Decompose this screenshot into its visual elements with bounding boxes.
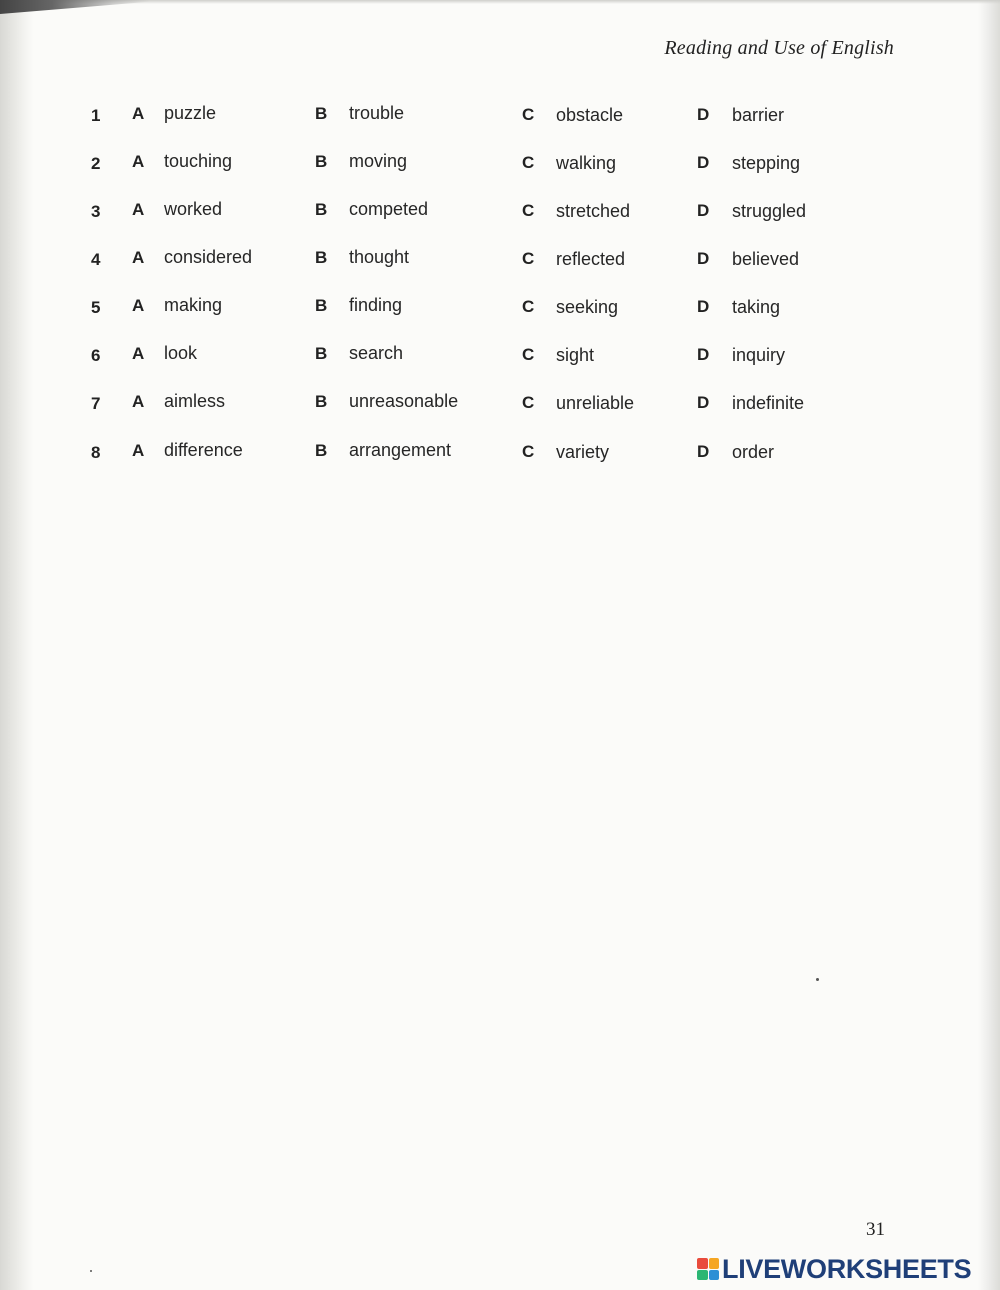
option-letter: B (315, 200, 328, 219)
option-letter: B (315, 392, 328, 411)
question-number: 2 (91, 154, 101, 173)
scan-speck (90, 1270, 92, 1272)
answer-option[interactable]: considered (164, 247, 253, 267)
answer-option[interactable]: reflected (556, 249, 626, 269)
question-row (0, 440, 1000, 470)
option-letter: B (315, 152, 328, 171)
option-letter: B (315, 344, 328, 363)
answer-option[interactable]: unreliable (556, 393, 635, 413)
question-row (0, 151, 1000, 181)
option-letter: B (315, 441, 328, 460)
logo-square-2 (709, 1258, 720, 1269)
answer-option[interactable]: sight (556, 345, 595, 365)
question-row (0, 247, 1000, 277)
question-row (0, 343, 1000, 373)
answer-option[interactable]: variety (556, 442, 610, 462)
option-letter: A (132, 200, 145, 219)
option-letter: B (315, 248, 328, 267)
answer-option[interactable]: thought (349, 247, 410, 267)
option-letter: C (522, 201, 535, 220)
answer-option[interactable]: seeking (556, 297, 619, 317)
option-letter: A (132, 296, 145, 315)
answer-option[interactable]: making (164, 295, 223, 315)
scan-left-edge (0, 0, 34, 1290)
question-number: 7 (91, 394, 101, 413)
option-letter: B (315, 104, 328, 123)
answer-option[interactable]: difference (164, 440, 243, 460)
option-letter: A (132, 344, 145, 363)
answer-option[interactable]: trouble (349, 103, 405, 123)
scan-top-edge (0, 0, 1000, 4)
logo-square-1 (697, 1258, 708, 1269)
option-letter: C (522, 105, 535, 124)
answer-option[interactable]: touching (164, 151, 233, 171)
question-number: 3 (91, 202, 101, 221)
option-letter: C (522, 249, 535, 268)
option-letter: A (132, 441, 145, 460)
answer-option[interactable]: obstacle (556, 105, 624, 125)
question-row (0, 199, 1000, 229)
answer-option[interactable]: aimless (164, 391, 226, 411)
answer-option[interactable]: believed (732, 249, 800, 269)
option-letter: A (132, 104, 145, 123)
option-letter: D (697, 297, 710, 316)
answer-option[interactable]: walking (556, 153, 617, 173)
question-number: 8 (91, 443, 101, 462)
answer-option[interactable]: unreasonable (349, 391, 459, 411)
option-letter: C (522, 345, 535, 364)
question-row (0, 295, 1000, 325)
scan-speck (816, 978, 819, 981)
option-letter: C (522, 297, 535, 316)
answer-option[interactable]: look (164, 343, 198, 363)
answer-option[interactable]: stretched (556, 201, 631, 221)
question-row (0, 103, 1000, 133)
question-number: 6 (91, 346, 101, 365)
brand-logo (697, 1253, 971, 1285)
answer-option[interactable]: order (732, 442, 775, 462)
answer-option[interactable]: puzzle (164, 103, 217, 123)
answer-option[interactable]: indefinite (732, 393, 805, 413)
answer-option[interactable]: finding (349, 295, 403, 315)
option-letter: D (697, 153, 710, 172)
option-letter: A (132, 248, 145, 267)
option-letter: D (697, 105, 710, 124)
question-number: 4 (91, 250, 101, 269)
option-letter: C (522, 393, 535, 412)
option-letter: B (315, 296, 328, 315)
option-letter: D (697, 393, 710, 412)
question-row (0, 391, 1000, 421)
answer-option[interactable]: barrier (732, 105, 785, 125)
scan-corner-mark (0, 0, 150, 14)
logo-square-3 (697, 1270, 708, 1281)
answer-option[interactable]: moving (349, 151, 408, 171)
page-header-title: Reading and Use of English (664, 37, 894, 59)
option-letter: C (522, 442, 535, 461)
option-letter: C (522, 153, 535, 172)
brand-text: LIVEWORKSHEETS (722, 1253, 972, 1284)
answer-option[interactable]: competed (349, 199, 429, 219)
scan-right-edge (978, 0, 1000, 1290)
option-letter: D (697, 249, 710, 268)
answer-option[interactable]: taking (732, 297, 781, 317)
option-letter: D (697, 442, 710, 461)
answer-option[interactable]: arrangement (349, 440, 452, 460)
option-letter: D (697, 201, 710, 220)
option-letter: A (132, 392, 145, 411)
answer-option[interactable]: struggled (732, 201, 807, 221)
answer-option[interactable]: stepping (732, 153, 801, 173)
logo-square-4 (709, 1270, 720, 1281)
question-number: 1 (91, 106, 101, 125)
option-letter: D (697, 345, 710, 364)
answer-option[interactable]: search (349, 343, 404, 363)
page-number: 31 (866, 1219, 885, 1240)
answer-option[interactable]: worked (164, 199, 223, 219)
question-number: 5 (91, 298, 101, 317)
liveworksheets-logo-icon (697, 1258, 719, 1280)
option-letter: A (132, 152, 145, 171)
answer-option[interactable]: inquiry (732, 345, 786, 365)
